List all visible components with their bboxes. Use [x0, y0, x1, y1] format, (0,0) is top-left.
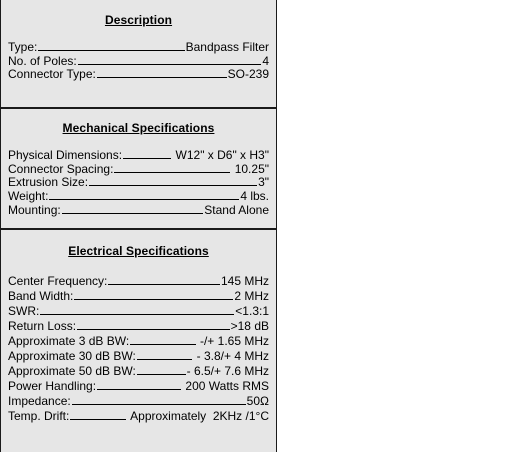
spec-value: 10.25"	[231, 162, 269, 176]
spec-label: Center Frequency:	[8, 274, 108, 288]
leader-line	[72, 404, 246, 405]
spec-row-30db-bw	[8, 349, 269, 363]
leader-line	[114, 172, 230, 173]
spec-value: W12" x D6" x H3"	[172, 148, 269, 162]
description-title: Description	[104, 13, 173, 27]
spec-value: Stand Alone	[204, 203, 269, 217]
spec-value: 145 MHz	[220, 274, 269, 288]
spec-label: Mounting:	[8, 203, 61, 217]
spec-row-band-width	[8, 289, 269, 303]
spec-value: -/+ 1.65 MHz	[196, 334, 269, 348]
leader-line	[40, 314, 234, 315]
spec-row-impedance	[8, 394, 269, 408]
spec-row-dimensions	[8, 148, 269, 162]
spec-label: Impedance:	[8, 394, 71, 408]
spec-label: SWR:	[8, 304, 40, 318]
spec-row-temp-drift	[8, 409, 269, 423]
leader-line	[137, 359, 192, 360]
electrical-title: Electrical Specifications	[68, 244, 209, 258]
leader-line	[62, 213, 204, 214]
spec-label: Power Handling:	[8, 379, 97, 393]
spec-label: Connector Type:	[8, 67, 96, 81]
leader-line	[70, 419, 126, 420]
spec-value: 200 Watts RMS	[182, 379, 269, 393]
spec-row-return-loss	[8, 319, 269, 333]
spec-row-connector-type	[8, 67, 269, 81]
spec-row-type	[8, 40, 269, 54]
spec-value: >18 dB	[230, 319, 269, 333]
spec-row-poles	[8, 54, 269, 68]
leader-line	[74, 299, 233, 300]
spec-value: SO-239	[227, 67, 269, 81]
mechanical-title: Mechanical Specifications	[62, 121, 215, 135]
spec-label: Approximate 50 dB BW:	[8, 364, 136, 378]
description-section	[1, 0, 276, 107]
leader-line	[97, 389, 181, 390]
leader-line	[108, 284, 220, 285]
leader-line	[78, 64, 262, 65]
electrical-section	[1, 228, 276, 452]
spec-row-mounting	[8, 203, 269, 217]
spec-value: 4	[262, 54, 269, 68]
spec-label: Type:	[8, 40, 38, 54]
leader-line	[77, 329, 230, 330]
spec-row-swr	[8, 304, 269, 318]
spec-value: 2 MHz	[234, 289, 269, 303]
leader-line	[38, 50, 184, 51]
spec-value: <1.3:1	[235, 304, 269, 318]
spec-value: 50Ω	[246, 394, 269, 408]
spec-row-power-handling	[8, 379, 269, 393]
spec-row-50db-bw	[8, 364, 269, 378]
spec-label: Physical Dimensions:	[8, 148, 123, 162]
spec-row-connector-spacing	[8, 162, 269, 176]
leader-line	[137, 374, 186, 375]
spec-value: - 6.5/+ 7.6 MHz	[186, 364, 269, 378]
spec-label: Weight:	[8, 189, 49, 203]
leader-line	[49, 199, 239, 200]
spec-label: No. of Poles:	[8, 54, 77, 68]
spec-label: Approximate 30 dB BW:	[8, 349, 136, 363]
leader-line	[89, 185, 257, 186]
spec-value: 3"	[258, 175, 269, 189]
spec-label: Approximate 3 dB BW:	[8, 334, 130, 348]
spec-row-center-frequency	[8, 274, 269, 288]
spec-value: 4 lbs.	[240, 189, 269, 203]
leader-line	[130, 344, 195, 345]
spec-value: - 3.8/+ 4 MHz	[193, 349, 269, 363]
leader-line	[123, 158, 171, 159]
spec-row-3db-bw	[8, 334, 269, 348]
spec-label: Connector Spacing:	[8, 162, 114, 176]
leader-line	[97, 77, 227, 78]
mechanical-section	[1, 107, 276, 228]
spec-value: Bandpass Filter	[185, 40, 269, 54]
spec-label: Return Loss:	[8, 319, 77, 333]
spec-value: Approximately 2KHz /1°C	[127, 409, 269, 423]
spec-row-weight	[8, 189, 269, 203]
spec-label: Temp. Drift:	[8, 409, 70, 423]
spec-label: Band Width:	[8, 289, 74, 303]
spec-row-extrusion-size	[8, 175, 269, 189]
spec-label: Extrusion Size:	[8, 175, 89, 189]
